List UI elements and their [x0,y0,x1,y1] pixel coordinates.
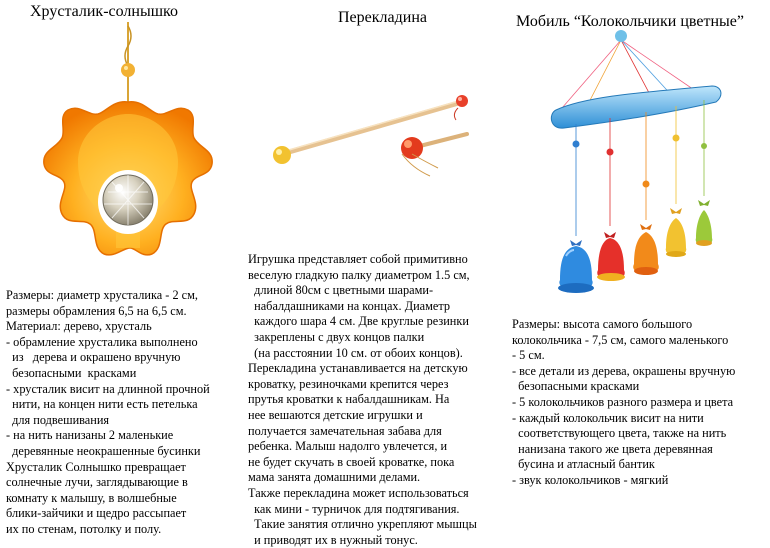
description-line: Также перекладина может использоваться [248,485,469,500]
description-line: их по стенам, потолку и полу. [6,521,162,536]
description-line: - обрамление хрусталика выполнено [6,334,198,349]
description-line: закреплены с двух концов палки [248,329,425,344]
description-line: нее вешаются детские игрушки и [248,407,423,422]
description-line: получается замечательная забава для [248,423,442,438]
description-line: не будет скучать в своей кроватке, пока [248,454,455,469]
top-ball [615,30,627,42]
description-line: и приводят их в нужный тонус. [248,532,418,547]
description-line: (на расстоянии 10 см. от обоих концов). [248,345,463,360]
mobile-bar [551,86,721,128]
bell-mobile-image [536,26,726,316]
description-line: солнечные лучи, заглядывающие в [6,475,188,490]
description-line: кроватку, резиночками крепится через [248,376,449,391]
top-bead [121,63,135,77]
description-line: набалдашниками на концах. Диаметр [248,298,451,313]
description-line: Размеры: высота самого большого [512,317,693,331]
description-line: веселую гладкую палку диаметром 1.5 см, [248,267,470,282]
description-line: Хрусталик Солнышко превращает [6,459,186,474]
ball-red-right [456,95,468,107]
description-line: бусина и атласный бантик [512,457,655,472]
description-line: мама занята домашними делами. [248,470,421,485]
description-line: деревянные неокрашенные бусинки [6,443,201,458]
description-line: блики-зайчики и щедро рассыпает [6,506,187,521]
description-line: - 5 см. [512,348,545,363]
description-line: ребенка. Малыш надолго увлечется, и [248,439,448,454]
description-line: - 5 колокольчиков разного размера и цвета [512,394,734,409]
description-line: Материал: дерево, хрусталь [6,319,152,334]
description-line: - каждый колокольчик висит на нити [512,410,704,425]
description-bell-mobile [512,317,735,489]
description-line: прутья кроватки к набалдашникам. На [248,392,450,407]
description-line: Игрушка представляет собой примитивно [248,252,468,266]
description-line: комнату к малышу, в волшебные [6,490,177,505]
description-line: Перекладина устанавливается на детскую [248,361,468,376]
description-line: для подвешивания [6,412,110,427]
product-title-sun-crystal: Хрусталик-солнышко [30,3,178,20]
description-line: - на нить нанизаны 2 маленькие [6,428,174,443]
description-line: колокольчика - 7,5 см, самого маленького [512,332,729,347]
ball-red-front [401,137,423,159]
description-line: безопасными красками [512,379,640,394]
description-line: нанизана такого же цвета деревянная [512,441,713,456]
description-line: - все детали из дерева, окрашены вручную [512,363,736,378]
description-crossbar [248,252,477,548]
long-stick [282,102,462,154]
description-line: длиной 80см с цветными шарами- [248,283,434,298]
ball-yellow-left [273,146,291,164]
bell-yellow [666,218,687,256]
description-line: Такие занятия отлично укрепляют мышцы [248,517,477,532]
description-line: из дерева и окрашено вручную [6,350,181,365]
description-line: - хрусталик висит на длинной прочной [6,381,210,396]
description-line: Размеры: диаметр хрусталика - 2 см, [6,288,198,302]
bell-green [696,210,713,245]
crossbar-image [262,82,482,192]
description-sun-crystal [6,288,210,538]
description-line: размеры обрамления 6,5 на 6,5 см. [6,303,187,318]
description-line: каждого шара 4 см. Две круглые резинки [248,314,469,329]
description-line: безопасными красками [6,365,137,380]
sun-crystal-image [18,22,228,287]
description-line: - звук колокольчиков - мягкий [512,472,669,487]
product-title-bell-mobile: Мобиль “Колокольчики цветные” [516,13,744,30]
description-line: нити, на концен нити есть петелька [6,397,198,412]
product-title-crossbar: Перекладина [338,9,427,26]
description-line: как мини - турничок для подтягивания. [248,501,460,516]
description-line: соответствующего цвета, также на нить [512,426,727,441]
